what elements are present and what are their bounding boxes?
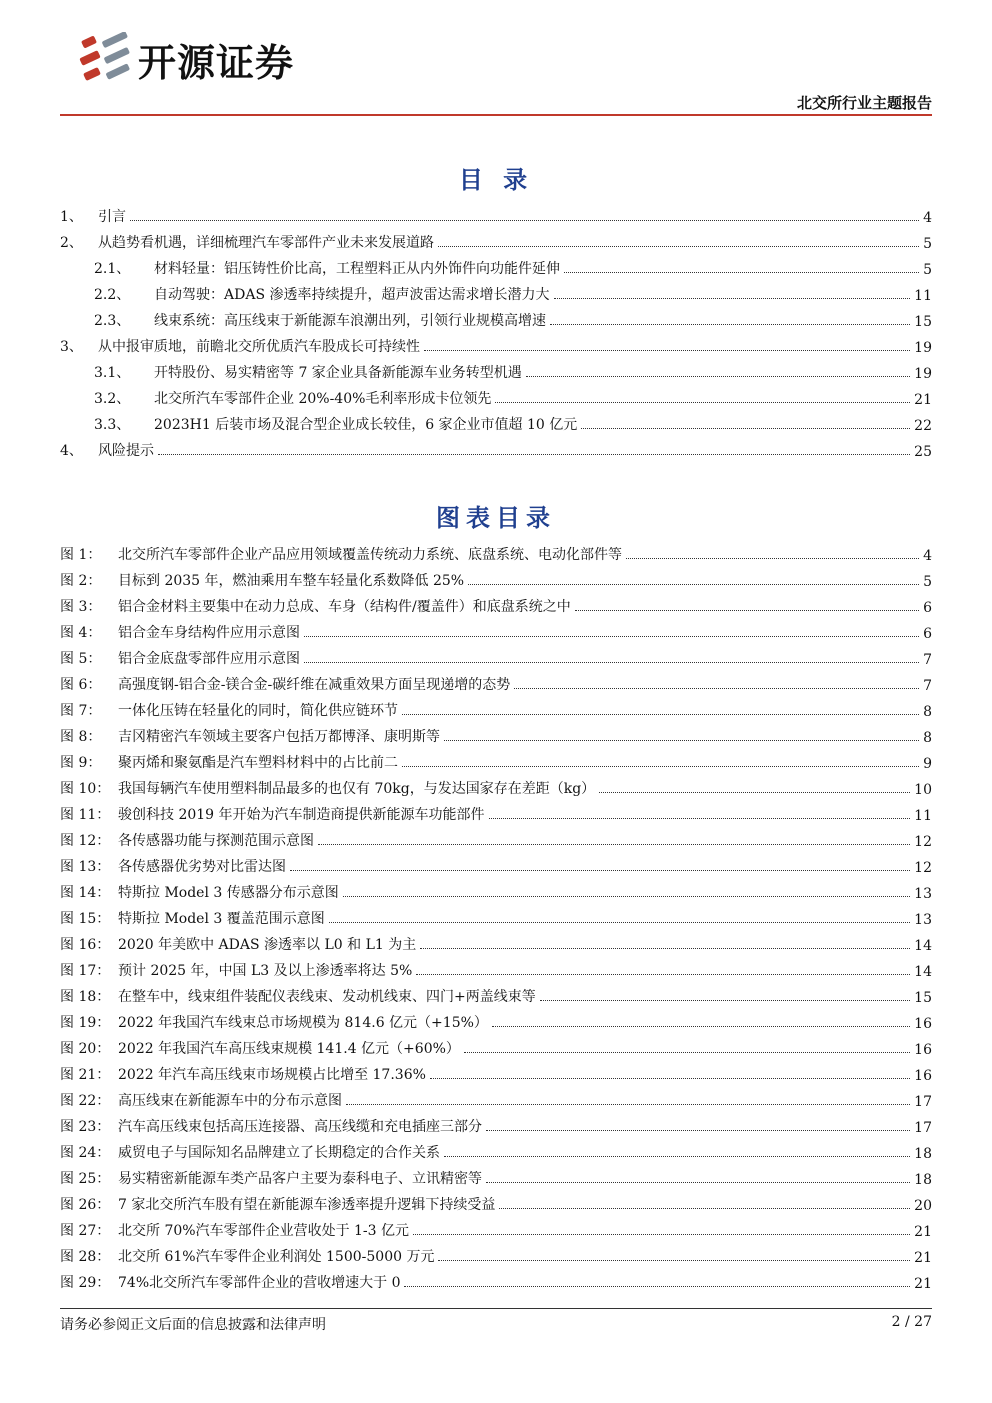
entry-page: 19 <box>914 340 932 356</box>
figure-entry[interactable] <box>60 798 932 824</box>
entry-title: 线束系统：高压线束于新能源车浪潮出列，引领行业规模高增速 <box>154 313 546 329</box>
entry-title: 北交所汽车零部件企业 20%-40%毛利率形成卡位领先 <box>154 391 492 407</box>
leader-dots <box>575 610 919 611</box>
entry-title: 开特股份、易实精密等 7 家企业具备新能源车业务转型机遇 <box>154 365 522 381</box>
figures-title: 图表目录 <box>436 503 556 532</box>
entry-number: 图 17： <box>60 963 111 979</box>
leader-dots <box>329 922 910 923</box>
entry-title: 铝合金底盘零部件应用示意图 <box>118 651 300 667</box>
entry-title: 北交所汽车零部件企业产品应用领域覆盖传统动力系统、底盘系统、电动化部件等 <box>118 547 622 563</box>
leader-dots <box>492 1026 910 1027</box>
entry-number: 图 29： <box>60 1275 111 1291</box>
entry-title: 2022 年我国汽车高压线束规模 141.4 亿元（+60%） <box>118 1041 460 1057</box>
entry-title: 在整车中，线束组件装配仪表线束、发动机线束、四门+两盖线束等 <box>118 989 536 1005</box>
entry-page: 15 <box>914 314 932 330</box>
entry-number: 3.3、 <box>94 417 131 433</box>
entry-number: 2.1、 <box>94 261 131 277</box>
entry-title: 特斯拉 Model 3 覆盖范围示意图 <box>118 911 325 927</box>
entry-title: 汽车高压线束包括高压连接器、高压线缆和充电插座三部分 <box>118 1119 482 1135</box>
leader-dots <box>413 1234 910 1235</box>
entry-number: 图 8： <box>60 729 102 745</box>
figure-entry[interactable] <box>60 928 932 954</box>
toc-entry[interactable] <box>60 382 932 408</box>
leader-dots <box>540 1000 910 1001</box>
entry-number: 图 13： <box>60 859 111 875</box>
leader-dots <box>290 870 910 871</box>
entry-title: 铝合金材料主要集中在动力总成、车身（结构件/覆盖件）和底盘系统之中 <box>118 599 571 615</box>
figure-entry[interactable] <box>60 720 932 746</box>
entry-page: 16 <box>914 1068 932 1084</box>
entry-title: 从趋势看机遇，详细梳理汽车零部件产业未来发展道路 <box>98 235 434 251</box>
disclaimer-note: 请务必参阅正文后面的信息披露和法律声明 <box>60 1317 326 1333</box>
brand-logo-icon <box>78 32 136 88</box>
figure-entry[interactable] <box>60 694 932 720</box>
figure-entry[interactable] <box>60 1240 932 1266</box>
entry-page: 6 <box>923 600 932 616</box>
leader-dots <box>424 350 910 351</box>
entry-title: 风险提示 <box>98 443 154 459</box>
entry-page: 4 <box>923 210 932 226</box>
toc-entry[interactable] <box>60 408 932 434</box>
entry-number: 3、 <box>60 339 83 355</box>
entry-title: 从中报审质地，前瞻北交所优质汽车股成长可持续性 <box>98 339 420 355</box>
entry-page: 17 <box>914 1094 932 1110</box>
figure-list <box>60 538 932 1292</box>
leader-dots <box>514 688 919 689</box>
leader-dots <box>495 402 910 403</box>
figure-entry[interactable] <box>60 1266 932 1292</box>
figure-entry[interactable] <box>60 1006 932 1032</box>
leader-dots <box>343 896 910 897</box>
figure-entry[interactable] <box>60 642 932 668</box>
brand-logo <box>78 28 378 92</box>
leader-dots <box>468 584 919 585</box>
entry-page: 13 <box>914 886 932 902</box>
entry-number: 图 16： <box>60 937 111 953</box>
figure-entry[interactable] <box>60 1032 932 1058</box>
entry-title: 高压线束在新能源车中的分布示意图 <box>118 1093 342 1109</box>
entry-title: 预计 2025 年，中国 L3 及以上渗透率将达 5% <box>118 963 413 979</box>
leader-dots <box>626 558 919 559</box>
entry-page: 7 <box>923 652 932 668</box>
entry-page: 21 <box>914 1276 932 1292</box>
entry-number: 图 18： <box>60 989 111 1005</box>
entry-page: 18 <box>914 1172 932 1188</box>
entry-page: 5 <box>923 262 932 278</box>
entry-number: 图 22： <box>60 1093 111 1109</box>
figure-entry[interactable] <box>60 1136 932 1162</box>
toc-title: 目 录 <box>458 165 534 194</box>
figure-entry[interactable] <box>60 1214 932 1240</box>
leader-dots <box>444 740 919 741</box>
entry-page: 20 <box>914 1198 932 1214</box>
leader-dots <box>464 1052 910 1053</box>
entry-page: 21 <box>914 1224 932 1240</box>
entry-page: 22 <box>914 418 932 434</box>
figure-entry[interactable] <box>60 772 932 798</box>
entry-title: 7 家北交所汽车股有望在新能源车渗透率提升逻辑下持续受益 <box>118 1197 496 1213</box>
entry-title: 骏创科技 2019 年开始为汽车制造商提供新能源车功能部件 <box>118 807 485 823</box>
toc-entry[interactable] <box>60 200 932 226</box>
entry-title: 吉冈精密汽车领域主要客户包括万都博泽、康明斯等 <box>118 729 440 745</box>
entry-number: 图 4： <box>60 625 102 641</box>
entry-number: 图 25： <box>60 1171 111 1187</box>
leader-dots <box>304 662 919 663</box>
leader-dots <box>581 428 910 429</box>
figure-entry[interactable] <box>60 668 932 694</box>
entry-title: 北交所 61%汽车零件企业利润处 1500-5000 万元 <box>118 1249 435 1265</box>
leader-dots <box>130 220 919 221</box>
entry-title: 铝合金车身结构件应用示意图 <box>118 625 300 641</box>
entry-page: 6 <box>923 626 932 642</box>
entry-number: 图 26： <box>60 1197 111 1213</box>
entry-number: 图 14： <box>60 885 111 901</box>
figure-entry[interactable] <box>60 1084 932 1110</box>
header-divider <box>60 114 932 116</box>
entry-title: 材料轻量：铝压铸性价比高，工程塑料正从内外饰件向功能件延伸 <box>154 261 560 277</box>
leader-dots <box>499 1208 910 1209</box>
entry-number: 2.2、 <box>94 287 131 303</box>
entry-number: 图 28： <box>60 1249 111 1265</box>
leader-dots <box>438 246 919 247</box>
figure-entry[interactable] <box>60 1058 932 1084</box>
entry-title: 目标到 2035 年，燃油乘用车整车轻量化系数降低 25% <box>118 573 465 589</box>
entry-number: 图 19： <box>60 1015 111 1031</box>
figure-entry[interactable] <box>60 876 932 902</box>
figure-entry[interactable] <box>60 1110 932 1136</box>
entry-page: 12 <box>914 834 932 850</box>
entry-title: 2020 年美欧中 ADAS 渗透率以 L0 和 L1 为主 <box>118 937 417 953</box>
entry-page: 15 <box>914 990 932 1006</box>
figure-entry[interactable] <box>60 954 932 980</box>
leader-dots <box>554 298 911 299</box>
entry-number: 图 5： <box>60 651 102 667</box>
entry-title: 北交所 70%汽车零部件企业营收处于 1-3 亿元 <box>118 1223 410 1239</box>
entry-page: 8 <box>923 730 932 746</box>
entry-number: 图 12： <box>60 833 111 849</box>
page-number: 2 / 27 <box>891 1314 932 1330</box>
entry-page: 14 <box>914 964 932 980</box>
entry-page: 14 <box>914 938 932 954</box>
entry-number: 图 2： <box>60 573 102 589</box>
figure-entry[interactable] <box>60 538 932 564</box>
entry-number: 图 23： <box>60 1119 111 1135</box>
entry-page: 8 <box>923 704 932 720</box>
entry-page: 12 <box>914 860 932 876</box>
entry-number: 2.3、 <box>94 313 131 329</box>
entry-title: 74%北交所汽车零部件企业的营收增速大于 0 <box>118 1275 401 1291</box>
entry-number: 图 10： <box>60 781 111 797</box>
toc-entry[interactable] <box>60 252 932 278</box>
leader-dots <box>486 1130 910 1131</box>
entry-title: 易实精密新能源车类产品客户主要为泰科电子、立讯精密等 <box>118 1171 482 1187</box>
brand-name: 开源证券 <box>138 41 295 85</box>
leader-dots <box>438 1260 910 1261</box>
footer-divider <box>60 1308 932 1309</box>
entry-number: 3.1、 <box>94 365 131 381</box>
entry-number: 图 9： <box>60 755 102 771</box>
figure-entry[interactable] <box>60 824 932 850</box>
leader-dots <box>550 324 910 325</box>
figure-entry[interactable] <box>60 980 932 1006</box>
entry-number: 2、 <box>60 235 83 251</box>
leader-dots <box>430 1078 910 1079</box>
entry-number: 3.2、 <box>94 391 131 407</box>
entry-title: 各传感器优劣势对比雷达图 <box>118 859 286 875</box>
entry-page: 13 <box>914 912 932 928</box>
entry-page: 5 <box>923 236 932 252</box>
toc-entry[interactable] <box>60 304 932 330</box>
entry-page: 9 <box>923 756 932 772</box>
entry-page: 16 <box>914 1042 932 1058</box>
entry-page: 16 <box>914 1016 932 1032</box>
entry-number: 1、 <box>60 209 83 225</box>
entry-number: 图 11： <box>60 807 111 823</box>
entry-number: 图 3： <box>60 599 102 615</box>
figure-entry[interactable] <box>60 590 932 616</box>
leader-dots <box>402 714 919 715</box>
toc-entry[interactable] <box>60 226 932 252</box>
leader-dots <box>486 1182 910 1183</box>
leader-dots <box>404 1286 910 1287</box>
toc-entry[interactable] <box>60 356 932 382</box>
leader-dots <box>420 948 910 949</box>
entry-page: 25 <box>914 444 932 460</box>
leader-dots <box>489 818 911 819</box>
entry-title: 我国每辆汽车使用塑料制品最多的也仅有 70kg，与发达国家存在差距（kg） <box>118 781 596 797</box>
entry-page: 11 <box>914 808 932 824</box>
toc-entry[interactable] <box>60 434 932 460</box>
entry-number: 图 1： <box>60 547 102 563</box>
figure-entry[interactable] <box>60 564 932 590</box>
leader-dots <box>416 974 910 975</box>
entry-page: 4 <box>923 548 932 564</box>
leader-dots <box>564 272 919 273</box>
figure-entry[interactable] <box>60 1162 932 1188</box>
leader-dots <box>526 376 910 377</box>
entry-title: 2022 年汽车高压线束市场规模占比增至 17.36% <box>118 1067 426 1083</box>
leader-dots <box>402 766 919 767</box>
entry-number: 4、 <box>60 443 83 459</box>
entry-number: 图 27： <box>60 1223 111 1239</box>
entry-number: 图 24： <box>60 1145 111 1161</box>
entry-page: 7 <box>923 678 932 694</box>
entry-title: 引言 <box>98 209 126 225</box>
entry-page: 21 <box>914 1250 932 1266</box>
figure-entry[interactable] <box>60 902 932 928</box>
leader-dots <box>158 454 910 455</box>
toc-entry[interactable] <box>60 278 932 304</box>
entry-title: 2023H1 后装市场及混合型企业成长较佳，6 家企业市值超 10 亿元 <box>154 417 578 433</box>
entry-number: 图 7： <box>60 703 102 719</box>
entry-page: 10 <box>914 782 932 798</box>
entry-title: 高强度钢-铝合金-镁合金-碳纤维在减重效果方面呈现递增的态势 <box>118 677 511 693</box>
report-type: 北交所行业主题报告 <box>796 94 932 112</box>
leader-dots <box>444 1156 910 1157</box>
entry-number: 图 20： <box>60 1041 111 1057</box>
leader-dots <box>304 636 919 637</box>
entry-title: 自动驾驶：ADAS 渗透率持续提升，超声波雷达需求增长潜力大 <box>154 287 550 303</box>
entry-title: 威贸电子与国际知名品牌建立了长期稳定的合作关系 <box>118 1145 440 1161</box>
leader-dots <box>346 1104 910 1105</box>
entry-number: 图 21： <box>60 1067 111 1083</box>
entry-page: 17 <box>914 1120 932 1136</box>
figure-entry[interactable] <box>60 1188 932 1214</box>
entry-page: 19 <box>914 366 932 382</box>
toc-entry[interactable] <box>60 330 932 356</box>
toc-list <box>60 200 932 460</box>
figure-entry[interactable] <box>60 850 932 876</box>
figure-entry[interactable] <box>60 616 932 642</box>
entry-page: 5 <box>923 574 932 590</box>
leader-dots <box>599 792 910 793</box>
entry-title: 特斯拉 Model 3 传感器分布示意图 <box>118 885 339 901</box>
entry-title: 各传感器功能与探测范围示意图 <box>118 833 314 849</box>
figure-entry[interactable] <box>60 746 932 772</box>
leader-dots <box>318 844 910 845</box>
entry-title: 聚丙烯和聚氨酯是汽车塑料材料中的占比前二 <box>118 755 398 771</box>
entry-page: 11 <box>914 288 932 304</box>
entry-number: 图 6： <box>60 677 102 693</box>
entry-page: 21 <box>914 392 932 408</box>
entry-page: 18 <box>914 1146 932 1162</box>
entry-title: 一体化压铸在轻量化的同时，简化供应链环节 <box>118 703 398 719</box>
entry-number: 图 15： <box>60 911 111 927</box>
entry-title: 2022 年我国汽车线束总市场规模为 814.6 亿元（+15%） <box>118 1015 488 1031</box>
